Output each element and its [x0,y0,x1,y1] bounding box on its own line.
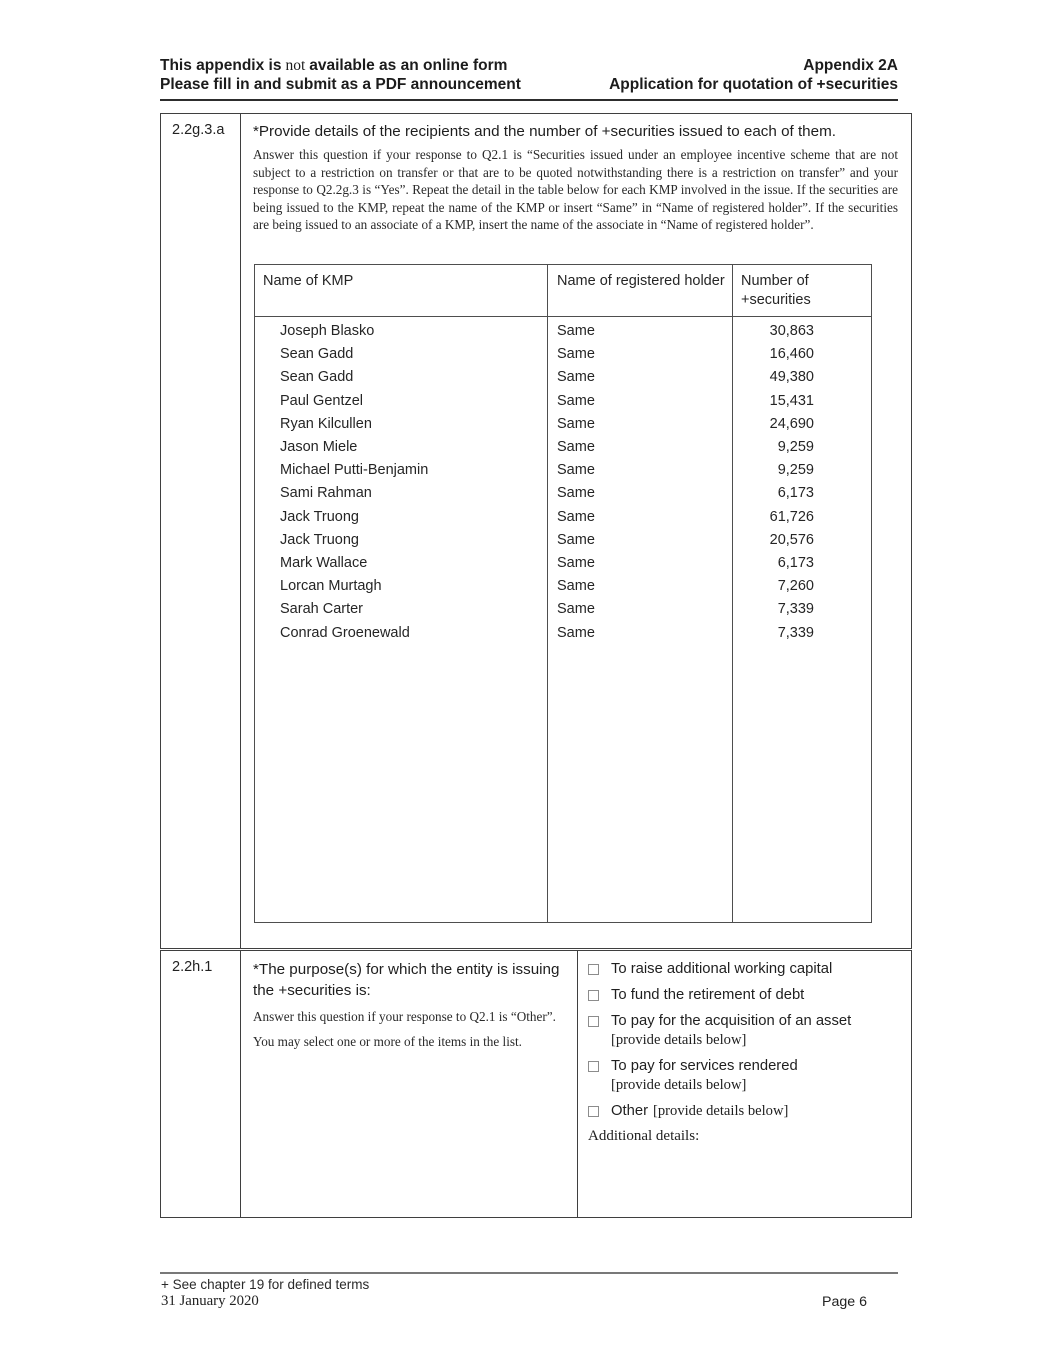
appendix-subtitle: Application for quotation of +securities [609,76,898,93]
securities-number: 9,259 [733,459,872,482]
holder-name: Same [548,436,733,459]
securities-number: 7,339 [733,598,872,621]
column-header-kmp: Name of KMP [255,265,548,317]
table-row [255,482,872,505]
table-row [255,622,872,645]
table-row [255,317,872,344]
holder-name: Same [548,529,733,552]
kmp-name: Ryan Kilcullen [280,415,372,432]
purpose-option-services-rendered [587,1057,903,1095]
purpose-option-retirement-of-debt [587,986,903,1005]
table-row [255,552,872,575]
purpose-option-working-capital [587,960,903,979]
header-left-block [160,56,521,94]
checkbox[interactable] [588,1106,599,1117]
holder-name: Same [548,317,733,344]
option-label: To fund the retirement of debt [611,987,805,1003]
kmp-name: Sami Rahman [280,485,372,502]
table-row [255,413,872,436]
table-row [255,529,872,552]
guidance-text: Answer this question if your response to Q2.1 is “Securities issued under an employee incentive scheme that are not subject to a restriction on transfer or that are to be quoted notwithstanding there is a restriction on transfer” and your response to Q2.2g.3 is “Yes”. Repeat the detail in the table below for each KMP involved in the issue. If the securities are being issued to the KMP, repeat the name of the KMP or insert “Same” in “Name of registered holder”. If the securities are being issued to an associate of a KMP, insert the name of the associate in “Name of registered holder”. [253,147,898,233]
question-text: *Provide details of the recipients and the number of +securities issued to each of them. [253,123,836,140]
holder-name: Same [548,506,733,529]
kmp-name: Paul Gentzel [280,392,364,409]
holder-name: Same [548,622,733,645]
option-label: Other [611,1103,649,1119]
question-box-2-2g-3a [160,113,912,949]
holder-name: Same [548,598,733,621]
kmp-name: Sean Gadd [280,346,354,363]
header-line1-suffix: available as an online form [309,57,508,74]
table-row [255,598,872,621]
table-row [255,575,872,598]
securities-number: 15,431 [733,390,872,413]
securities-number: 7,260 [733,575,872,598]
table-row [255,459,872,482]
question-number-label: 2.2g.3.a [161,114,241,948]
securities-number: 6,173 [733,552,872,575]
securities-number: 16,460 [733,343,872,366]
question-text: *The purpose(s) for which the entity is issuing the +securities is: [253,961,560,999]
question-number-label: 2.2h.1 [161,951,241,1217]
kmp-name: Sarah Carter [280,601,364,618]
holder-name: Same [548,366,733,389]
page-header [160,56,898,101]
column-header-number: Number of +securities [733,265,872,317]
appendix-title: Appendix 2A [803,57,898,74]
purpose-option-other [587,1102,903,1121]
checkbox[interactable] [588,1016,599,1027]
header-right-block [609,56,898,94]
checkbox[interactable] [588,964,599,975]
table-row [255,366,872,389]
table-row [255,343,872,366]
kmp-name: Jason Miele [280,439,358,456]
option-note: [provide details below] [611,1032,747,1048]
holder-name: Same [548,413,733,436]
column-header-holder: Name of registered holder [548,265,733,317]
holder-name: Same [548,459,733,482]
table-header-row [255,265,872,317]
option-label: To pay for the acquisition of an asset [611,1013,852,1029]
footer-defined-terms: + See chapter 19 for defined terms [161,1277,370,1292]
footer-page-number: Page 6 [822,1294,867,1310]
kmp-name: Jack Truong [280,531,359,548]
purpose-options-cell [578,951,911,1217]
securities-number: 30,863 [733,317,872,344]
header-submit-notice: Please fill in and submit as a PDF announcement [160,76,521,93]
footer-divider [160,1272,898,1274]
checkbox[interactable] [588,1061,599,1072]
option-label: To raise additional working capital [611,961,833,977]
holder-name: Same [548,552,733,575]
table-row [255,436,872,459]
table-row [255,506,872,529]
holder-name: Same [548,343,733,366]
securities-number: 6,173 [733,482,872,505]
header-online-form-notice [160,56,521,75]
securities-number: 9,259 [733,436,872,459]
guidance-text-2: You may select one or more of the items in the list. [253,1033,522,1049]
header-line1-not: not [285,57,306,74]
kmp-name: Lorcan Murtagh [280,578,382,595]
holder-name: Same [548,575,733,598]
securities-number: 7,339 [733,622,872,645]
kmp-name: Sean Gadd [280,369,354,386]
holder-name: Same [548,390,733,413]
kmp-name: Mark Wallace [280,555,368,572]
securities-number: 49,380 [733,366,872,389]
guidance-text: Answer this question if your response to Q2.1 is “Other”. [253,1009,556,1024]
header-line1-prefix: This appendix is [160,57,282,74]
purpose-option-acquisition-of-asset [587,1012,903,1050]
question-box-2-2h-1 [160,950,912,1218]
securities-number: 20,576 [733,529,872,552]
kmp-name: Joseph Blasko [280,323,375,339]
purpose-question-cell [241,951,578,1217]
kmp-name: Michael Putti-Benjamin [280,462,429,479]
kmp-name: Conrad Groenewald [280,624,410,641]
option-note: [provide details below] [653,1103,789,1119]
table-empty-space [255,645,872,923]
option-note: [provide details below] [611,1077,747,1093]
checkbox[interactable] [588,990,599,1001]
additional-details-label: Additional details: [588,1128,700,1144]
holder-name: Same [548,482,733,505]
kmp-table [254,264,872,923]
securities-number: 61,726 [733,506,872,529]
table-row [255,390,872,413]
option-label: To pay for services rendered [611,1058,798,1074]
securities-number: 24,690 [733,413,872,436]
kmp-name: Jack Truong [280,508,359,525]
footer-date: 31 January 2020 [161,1293,259,1309]
